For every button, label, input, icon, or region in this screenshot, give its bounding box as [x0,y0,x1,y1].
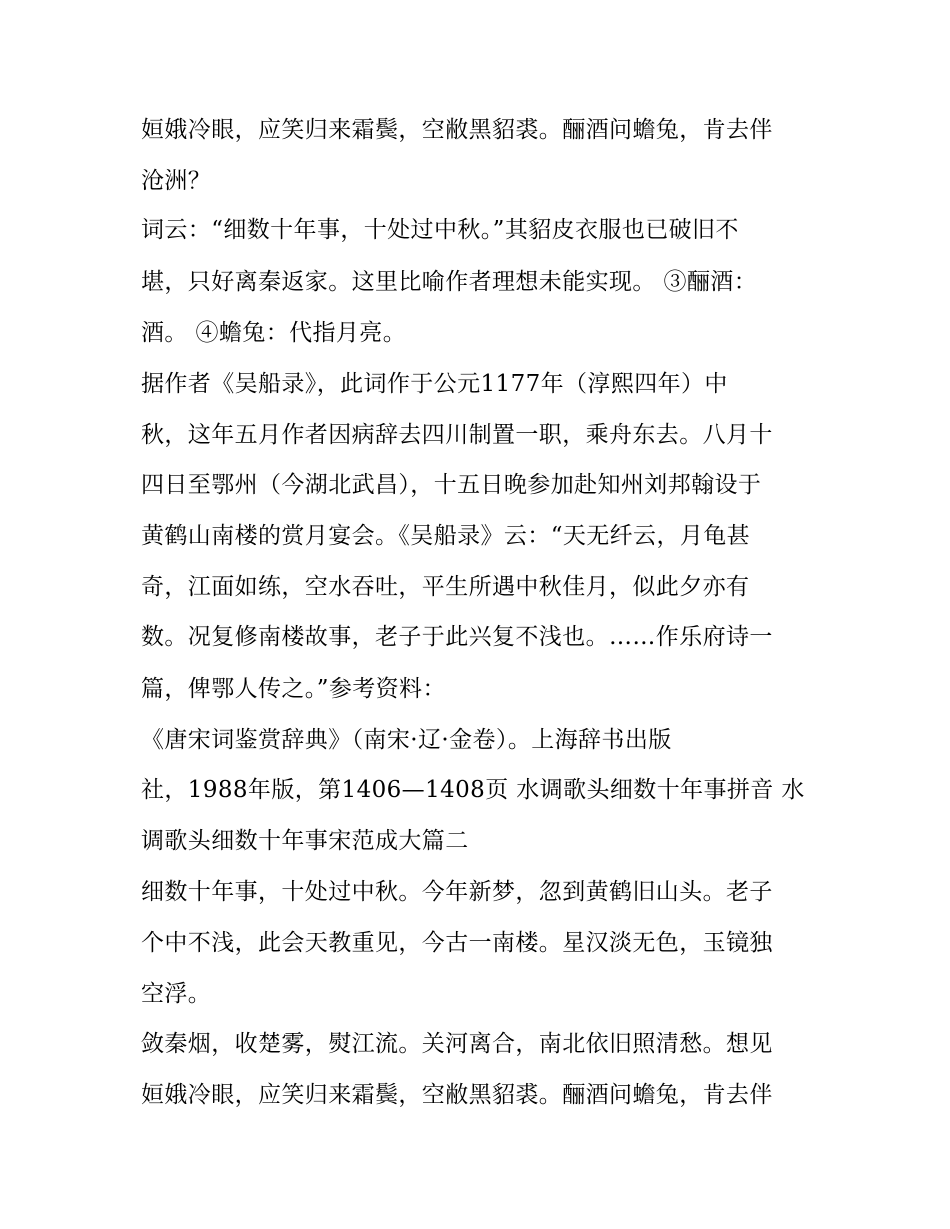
text-line: 个中不浅，此会天教重见，今古一南楼。星汉淡无色，玉镜独 [141,930,773,956]
text-line: 堪，只好离秦返家。这里比喻作者理想未能实现。 ③酾酒： [141,269,758,295]
text-line: 姮娥冷眼，应笑归来霜鬓，空敝黑貂裘。酾酒问蟾兔，肯去伴 [141,117,773,143]
text-line: 敛秦烟，收楚雾，熨江流。关河离合，南北依旧照清愁。想见 [141,1031,773,1057]
text-line: 据作者《吴船录》，此词作于公元1177年（淳熙四年）中 [141,371,728,397]
text-line: 调歌头细数十年事宋范成大篇二 [141,828,469,854]
text-line: 社，1988年版，第1406—1408页 水调歌头细数十年事拼音 水 [141,777,805,803]
text-line: 秋，这年五月作者因病辞去四川制置一职，乘舟东去。八月十 [141,422,773,448]
text-line: 沧洲？ [141,168,212,194]
text-line: 篇，俾鄂人传之。”参考资料： [141,676,446,702]
text-line: 《唐宋词鉴赏辞典》（南宋·辽·金卷）。上海辞书出版 [141,727,672,753]
text-line: 细数十年事，十处过中秋。今年新梦，忽到黄鹤旧山头。老子 [141,879,773,905]
text-line: 姮娥冷眼，应笑归来霜鬓，空敝黑貂裘。酾酒问蟾兔，肯去伴 [141,1082,773,1108]
text-line: 酒。 ④蟾兔：代指月亮。 [141,320,407,346]
text-line: 黄鹤山南楼的赏月宴会。《吴船录》云：“天无纤云，月龟甚 [141,523,751,549]
text-line: 四日至鄂州（今湖北武昌），十五日晚参加赴知州刘邦翰设于 [141,472,762,498]
text-line: 奇，江面如练，空水吞吐，平生所遇中秋佳月，似此夕亦有 [141,574,750,600]
text-line: 空浮。 [141,981,212,1007]
text-line: 词云：“细数十年事，十处过中秋。”其貂皮衣服也已破旧不 [141,217,739,243]
text-line: 数。况复修南楼故事，老子于此兴复不浅也。……作乐府诗一 [141,624,773,650]
